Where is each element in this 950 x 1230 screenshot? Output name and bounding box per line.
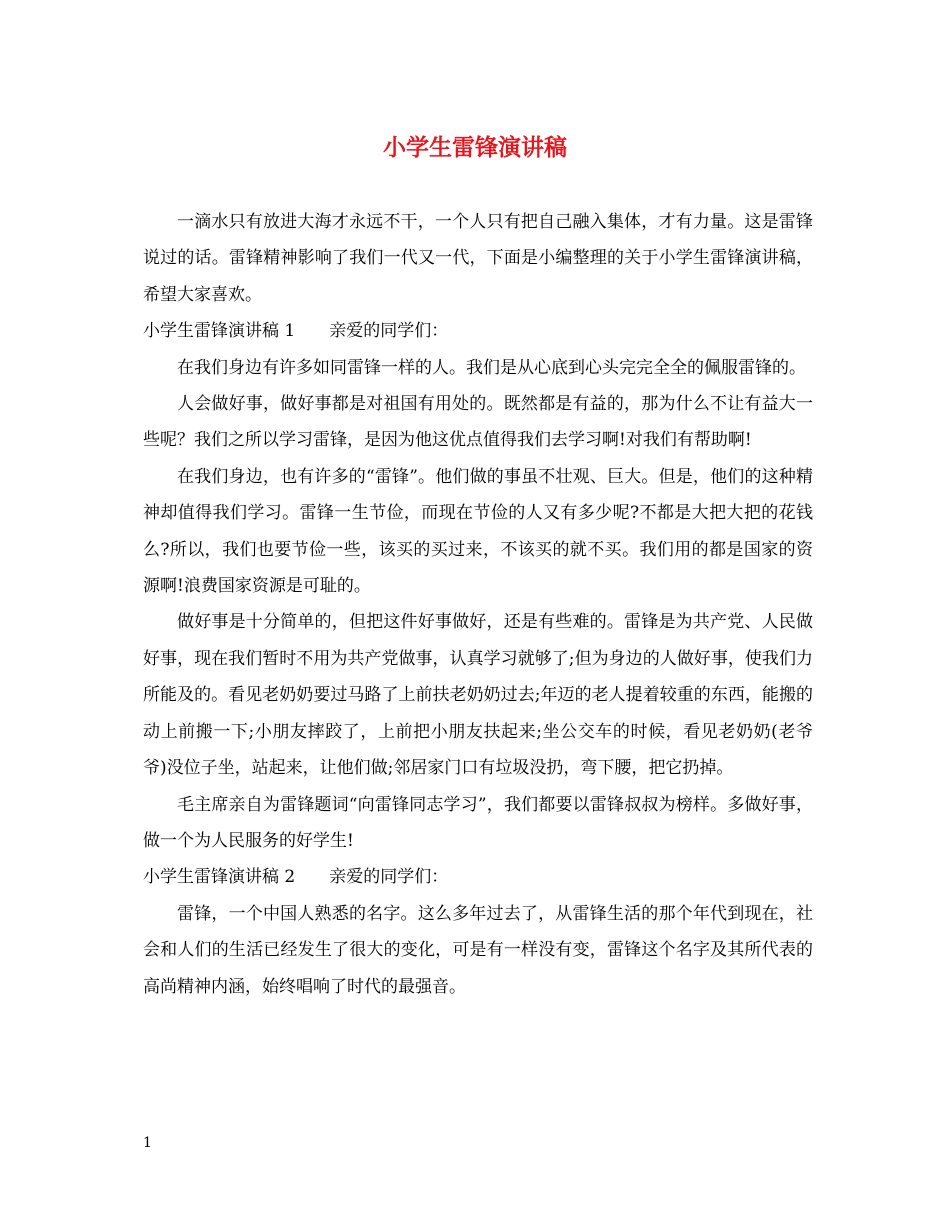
body-paragraph: 人会做好事，做好事都是对祖国有用处的。既然都是有益的，那为什么不让有益大一些呢？我们之所以学习雷锋，是因为他这优点值得我们去学习啊!对我们有帮助啊!: [143, 394, 813, 451]
document-body: [143, 204, 813, 1005]
page-number: 1: [143, 1135, 152, 1151]
body-paragraph: 雷锋，一个中国人熟悉的名字。这么多年过去了，从雷锋生活的那个年代到现在，社会和人们的生活已经发生了很大的变化，可是有一样没有变，雷锋这个名字及其所代表的高尚精神内涵，始终唱响了时代的最强音。: [143, 903, 813, 997]
intro-paragraph: 一滴水只有放进大海才永远不干，一个人只有把自己融入集体，才有力量。这是雷锋说过的话。雷锋精神影响了我们一代又一代，下面是小编整理的关于小学生雷锋演讲稿，希望大家喜欢。: [143, 212, 813, 305]
document-title: 小学生雷锋演讲稿: [383, 134, 567, 161]
body-paragraph: 做好事是十分简单的，但把这件好事做好，还是有些难的。雷锋是为共产党、人民做好事，现在我们暂时不用为共产党做事，认真学习就够了;但为身边的人做好事，使我们力所能及的。看见老奶奶要过马路了上前扶老奶奶过去;年迈的老人提着较重的东西，能搬的动上前搬一下;小朋友摔跤了，上前把小朋友扶起来;坐公交车的时候，看见老奶奶(老爷爷)没位子坐，站起来，让他们做;邻居家门口有垃圾没扔，弯下腰，把它扔掉。: [143, 612, 813, 779]
speech-1-heading: 小学生雷锋演讲稿 1 亲爱的同学们：: [143, 321, 449, 342]
body-paragraph: 毛主席亲自为雷锋题词“向雷锋同志学习”，我们都要以雷锋叔叔为榜样。多做好事，做一个为人民服务的好学生!: [143, 794, 813, 851]
body-paragraph: 在我们身边，也有许多的“雷锋”。他们做的事虽不壮观、巨大。但是，他们的这种精神却值得我们学习。雷锋一生节俭，而现在节俭的人又有多少呢?不都是大把大把的花钱么?所以，我们也要节俭一些，该买的买过来，不该买的就不买。我们用的都是国家的资源啊!浪费国家资源是可耻的。: [143, 466, 813, 597]
speech-2-heading: 小学生雷锋演讲稿 2 亲爱的同学们：: [143, 867, 449, 888]
body-paragraph: 在我们身边有许多如同雷锋一样的人。我们是从心底到心头完完全全的佩服雷锋的。: [177, 357, 806, 378]
